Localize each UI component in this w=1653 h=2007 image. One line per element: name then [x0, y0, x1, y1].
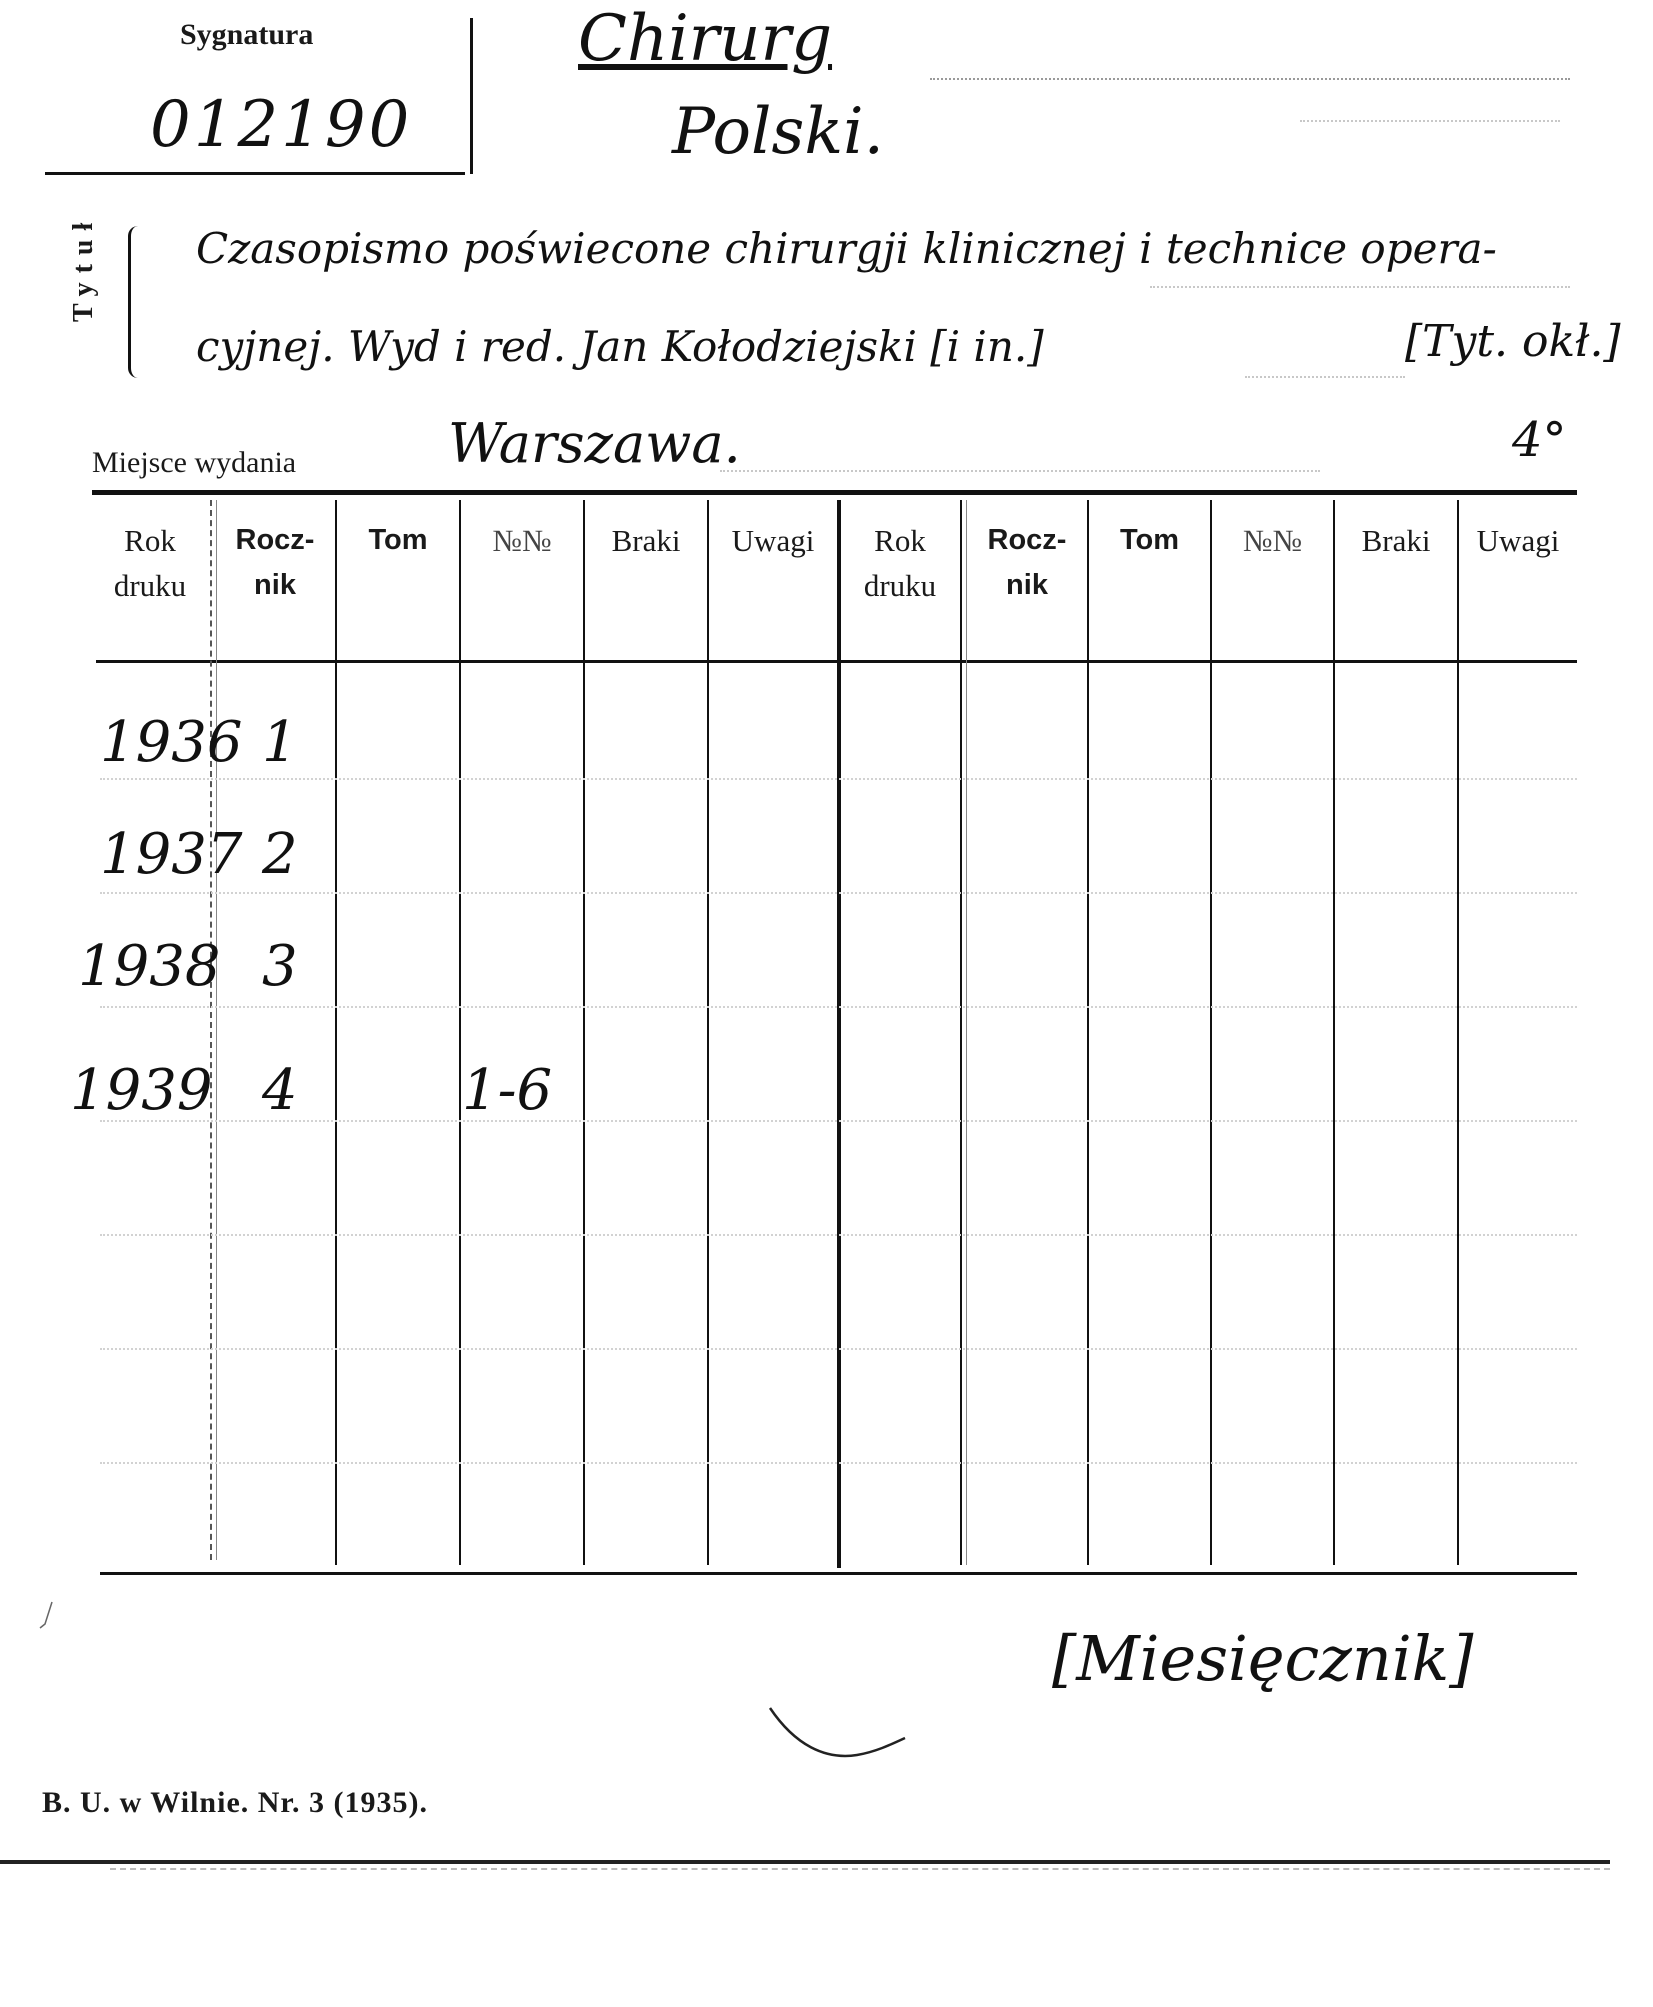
heading-dotted-line	[930, 78, 1570, 80]
signature-underline	[45, 172, 465, 175]
center-divider	[837, 500, 841, 1568]
row-guide	[100, 1234, 1577, 1236]
title-label: Tytuł	[68, 213, 99, 322]
table-top-rule	[92, 490, 1577, 495]
signature-divider	[470, 18, 473, 174]
header-rok-druku-2	[841, 518, 959, 608]
header-braki: Braki	[611, 523, 681, 558]
header-rocznik	[216, 518, 334, 608]
cell-rocznik: 2	[262, 822, 298, 887]
header-druku: druku	[113, 568, 187, 603]
column-divider	[216, 500, 217, 1560]
cell-rok: 1936	[100, 710, 243, 775]
header-rocznik-2	[967, 518, 1087, 608]
signature-label: Sygnatura	[180, 18, 314, 51]
heading-dotted-line-2	[1300, 120, 1560, 122]
heading-line-1: Chirurg	[578, 2, 833, 76]
cell-rok: 1937	[100, 822, 243, 887]
header-tom-2: Tom	[1119, 524, 1180, 556]
header-rocz-2: Rocz-	[987, 524, 1067, 556]
column-divider	[1457, 500, 1459, 1565]
column-divider	[210, 500, 212, 1560]
cell-rocznik: 1	[262, 710, 298, 775]
row-guide	[100, 1462, 1577, 1464]
row-guide	[100, 1120, 1577, 1122]
header-druku-2: druku	[863, 568, 937, 603]
column-divider	[583, 500, 585, 1565]
cell-rocznik: 4	[262, 1058, 298, 1123]
header-nik: nik	[254, 569, 296, 601]
column-divider	[1087, 500, 1089, 1565]
column-divider	[966, 500, 967, 1565]
header-rok: Rok	[124, 523, 176, 558]
title-dotted-line-2	[1245, 376, 1405, 378]
title-note: [Tyt. okł.]	[1405, 316, 1621, 367]
column-divider	[960, 500, 962, 1565]
header-rok-2: Rok	[874, 523, 926, 558]
column-divider	[335, 500, 337, 1565]
cell-rok: 1938	[78, 934, 221, 999]
header-rok-druku	[92, 518, 208, 608]
title-dotted-line-1	[1150, 286, 1570, 288]
heading-line-2: Polski.	[672, 95, 884, 169]
pencil-mark	[765, 1700, 925, 1780]
header-tom: Tom	[368, 524, 428, 556]
row-guide	[100, 892, 1577, 894]
column-divider	[1210, 500, 1212, 1565]
title-text-line-2: cyjnej. Wyd i red. Jan Kołodziejski [i in.]	[196, 322, 1044, 371]
place-dotted-line	[720, 470, 1320, 472]
header-uwagi-2: Uwagi	[1476, 523, 1560, 558]
column-divider	[1333, 500, 1335, 1565]
table-bottom-rule	[100, 1572, 1577, 1575]
title-text-line-1: Czasopismo poświecone chirurgji klinicznej i technice opera-	[196, 224, 1497, 273]
cell-numery: 1-6	[462, 1058, 553, 1123]
cell-rok: 1939	[70, 1058, 213, 1123]
signature-value: 012190	[150, 88, 413, 162]
card-bottom-speckle	[110, 1868, 1610, 1870]
place-value: Warszawa.	[448, 412, 741, 475]
header-nik-2: nik	[1006, 569, 1048, 601]
pencil-tick	[30, 1598, 70, 1648]
format-value: 4°	[1512, 412, 1567, 468]
header-rocz: Rocz-	[235, 524, 315, 556]
header-numery-2: №№	[1242, 523, 1303, 558]
place-label: Miejsce wydania	[92, 446, 297, 479]
card-bottom-edge	[0, 1860, 1610, 1864]
header-numery: №№	[492, 523, 552, 558]
column-divider	[707, 500, 709, 1565]
header-uwagi: Uwagi	[731, 523, 815, 558]
row-guide	[100, 1006, 1577, 1008]
periodicity-note: [Miesięcznik]	[1052, 1622, 1474, 1695]
cell-rocznik: 3	[262, 934, 298, 999]
footer-imprint: B. U. w Wilnie. Nr. 3 (1935).	[42, 1786, 428, 1819]
title-brace	[128, 226, 143, 378]
header-braki-2: Braki	[1361, 523, 1431, 558]
column-divider	[459, 500, 461, 1565]
row-guide	[100, 778, 1577, 780]
row-guide	[100, 1348, 1577, 1350]
